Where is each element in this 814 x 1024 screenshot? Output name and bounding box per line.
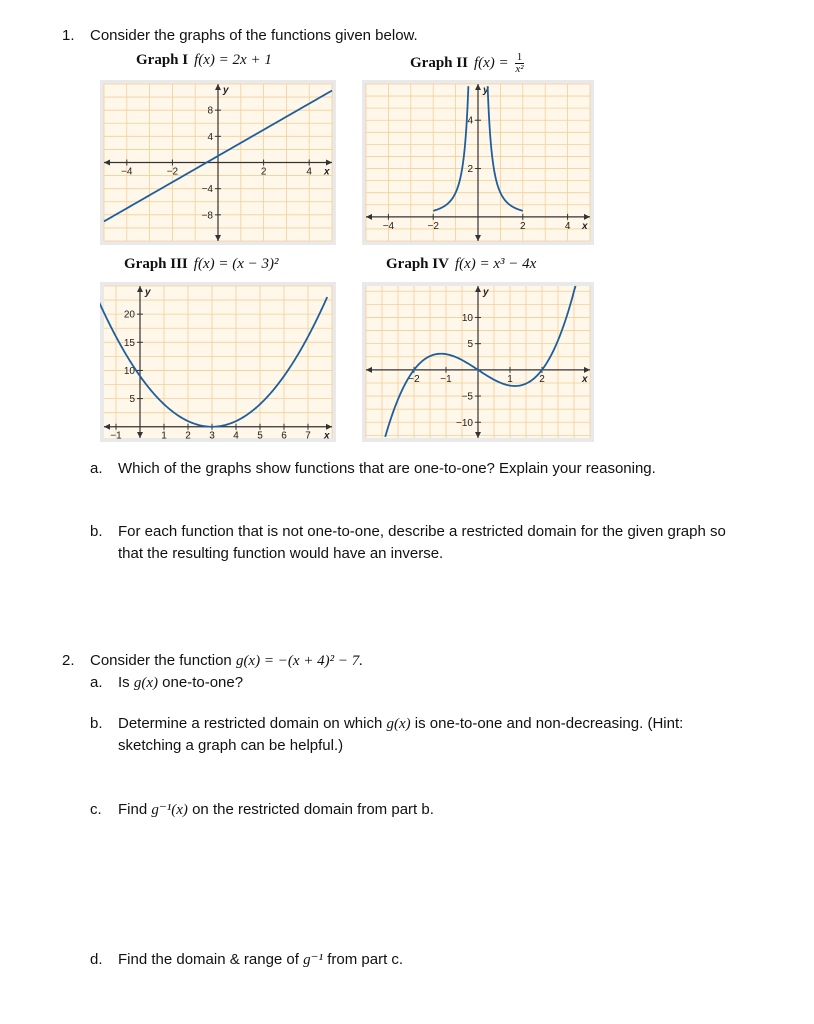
x-axis-label: x: [582, 373, 588, 385]
q1b-letter: b.: [90, 523, 103, 540]
y-tick-label: 8: [207, 105, 213, 117]
x-tick-label: 5: [257, 430, 263, 442]
graph-4-title: [386, 256, 536, 273]
q2c-post: on the restricted domain from part b.: [192, 801, 434, 818]
y-tick-label: −5: [461, 391, 473, 403]
graph-2-title: [410, 52, 524, 75]
y-tick-label: 5: [129, 394, 135, 406]
graph-3-chart: [100, 282, 336, 442]
x-tick-label: −2: [427, 220, 439, 232]
q2a-function: g(x): [133, 675, 158, 691]
y-tick-label: 10: [461, 312, 473, 324]
question-2-prompt-text: Consider the function: [90, 652, 232, 669]
graph-2-label: Graph II: [410, 54, 468, 71]
graph-1-title: [136, 52, 272, 69]
question-1-prompt: Consider the graphs of the functions given below.: [90, 27, 418, 44]
q2b-post: is one-to-one and non-decreasing. (Hint:: [414, 715, 684, 732]
question-2-function: g(x) = −(x + 4)² − 7.: [235, 653, 363, 669]
plot-area: [104, 286, 332, 438]
x-tick-label: −1: [440, 373, 452, 385]
graph-4-chart: [362, 282, 594, 442]
q2a-text: [118, 673, 243, 693]
y-tick-label: 2: [467, 164, 473, 176]
q2b-line-2: sketching a graph can be helpful.): [118, 737, 344, 754]
x-tick-label: 2: [260, 166, 267, 178]
q1a-text: Which of the graphs show functions that are one-to-one? Explain your reasoning.: [118, 460, 656, 477]
x-tick-label: 2: [185, 430, 191, 442]
graph-3-formula: f(x) = (x − 3)²: [193, 256, 279, 272]
q2d-text: [118, 950, 403, 970]
graph-1-label: Graph I: [136, 52, 189, 68]
x-tick-label: −4: [121, 166, 133, 178]
q2b-function: g(x): [386, 716, 411, 732]
x-tick-label: 3: [209, 430, 215, 442]
graph-4-label: Graph IV: [386, 256, 449, 272]
y-tick-label: 4: [467, 115, 473, 127]
graph-3-label: Graph III: [124, 256, 188, 272]
q2a-post: one-to-one?: [162, 674, 244, 691]
graph-2-denominator: x²: [515, 63, 524, 75]
question-2-prompt: [90, 651, 363, 671]
x-tick-label: −4: [382, 220, 395, 232]
graph-3-title: [124, 256, 279, 273]
x-tick-label: −2: [166, 166, 179, 178]
x-tick-label: 4: [564, 220, 571, 232]
x-tick-label: −2: [408, 373, 420, 385]
y-tick-label: −8: [201, 210, 213, 222]
q2b-letter: b.: [90, 715, 103, 732]
y-tick-label: −4: [201, 184, 213, 196]
graph-1-formula: f(x) = 2x + 1: [194, 52, 272, 68]
q2d-post: from part c.: [327, 951, 404, 968]
y-tick-label: 20: [123, 309, 135, 321]
graph-2-fraction: [515, 52, 523, 75]
q2b-text: [118, 714, 683, 734]
x-tick-label: 2: [539, 373, 545, 385]
x-axis-label: x: [324, 430, 330, 442]
y-tick-label: −10: [456, 417, 473, 429]
question-1-number: 1.: [62, 27, 75, 44]
q2d-letter: d.: [90, 951, 103, 968]
q2c-letter: c.: [90, 801, 102, 818]
y-tick-label: 4: [207, 131, 213, 143]
q2c-pre: Find: [118, 801, 148, 818]
q1b-line-2: that the resulting function would have an inverse.: [118, 545, 444, 562]
graph-2-chart: [362, 80, 594, 245]
y-axis-label: y: [223, 85, 229, 96]
y-axis-label: y: [483, 287, 489, 298]
q2a-letter: a.: [90, 674, 103, 691]
q2d-pre: Find the domain & range of: [118, 951, 299, 968]
x-tick-label: 4: [306, 166, 312, 178]
y-axis-label: y: [483, 85, 489, 96]
x-axis-label: x: [582, 220, 588, 232]
q2c-text: [118, 800, 434, 820]
y-axis-label: y: [145, 287, 151, 298]
x-tick-label: 1: [161, 430, 167, 442]
q2a-pre: Is: [118, 674, 130, 691]
y-tick-label: 15: [123, 337, 135, 349]
q1a-letter: a.: [90, 460, 103, 477]
q2b-pre: Determine a restricted domain on which: [118, 715, 383, 732]
graph-2-numerator: 1: [516, 51, 523, 63]
q1b-line-1: For each function that is not one-to-one, describe a restricted domain for the given graph so: [118, 523, 726, 540]
y-tick-label: 10: [123, 365, 135, 377]
q2d-function: g⁻¹: [303, 952, 324, 968]
x-tick-label: 4: [233, 430, 239, 442]
graph-4-formula: f(x) = x³ − 4x: [454, 256, 537, 272]
question-2-number: 2.: [62, 652, 75, 669]
graph-1-chart: [100, 80, 336, 245]
x-tick-label: 6: [281, 430, 287, 442]
x-tick-label: −1: [110, 430, 122, 442]
x-axis-label: x: [324, 166, 330, 178]
x-tick-label: 1: [507, 373, 513, 385]
y-tick-label: 5: [467, 339, 473, 351]
graph-2-formula-lhs: f(x) =: [473, 54, 509, 71]
x-tick-label: 2: [520, 220, 526, 232]
x-tick-label: 7: [305, 430, 311, 442]
q2c-function: g⁻¹(x): [151, 802, 188, 818]
